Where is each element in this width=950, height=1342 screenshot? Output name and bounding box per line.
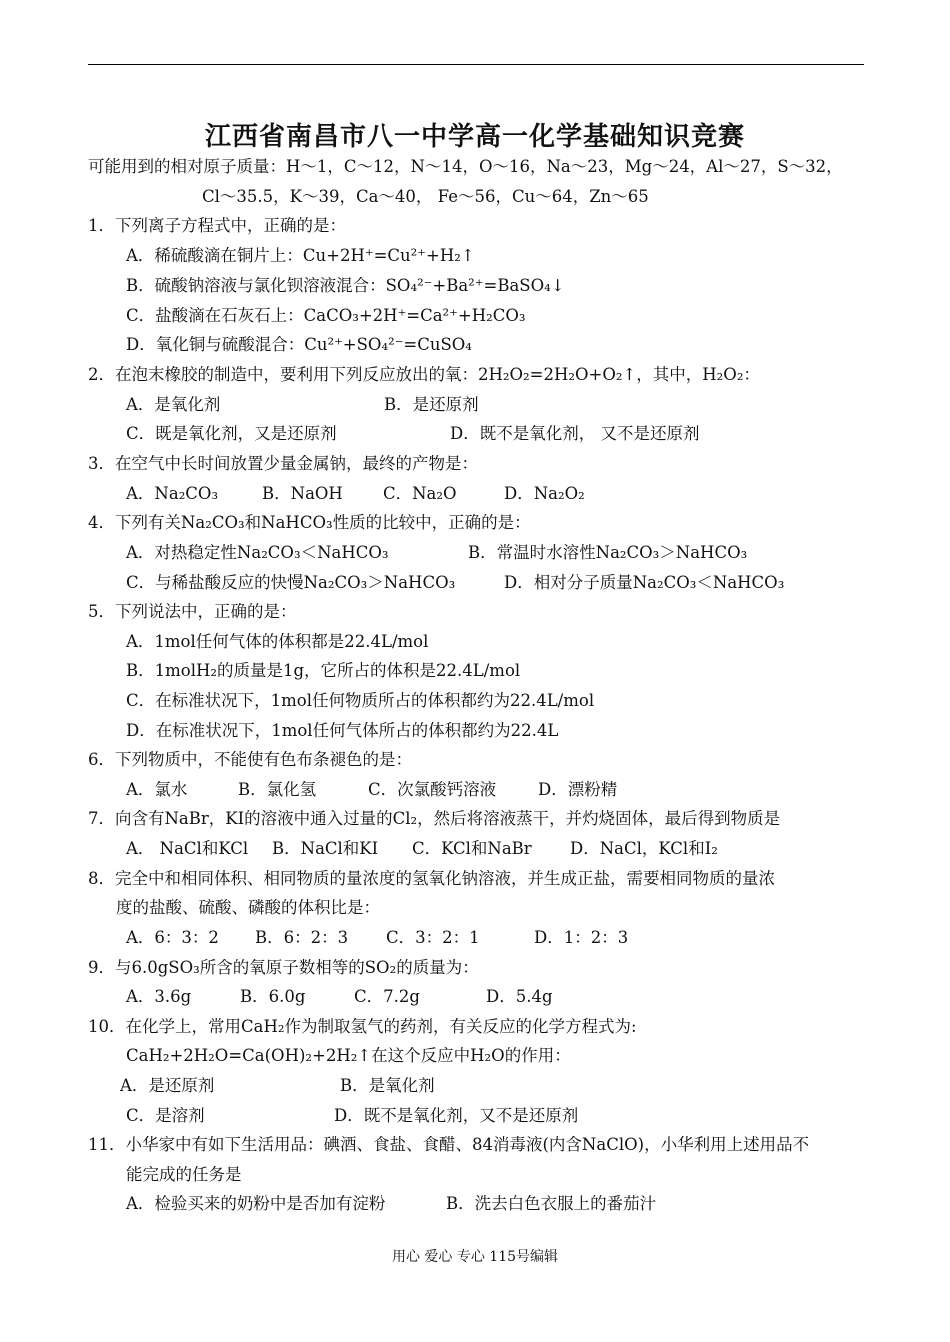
atomic-masses-line-2: Cl～35.5，K～39，Ca～40， Fe～56，Cu～64，Zn～65 xyxy=(202,187,649,206)
q5-option-a: A．1mol任何气体的体积都是22.4L/mol xyxy=(126,632,429,651)
q5-stem: 5．下列说法中，正确的是： xyxy=(88,602,297,621)
q9-stem: 9．与6.0gSO₃所含的氧原子数相等的SO₂的质量为： xyxy=(88,958,479,977)
q2-stem: 2．在泡末橡胶的制造中，要利用下列反应放出的氧：2H₂O₂=2H₂O+O₂↑，其中，H₂O₂： xyxy=(88,365,760,384)
q1-option-b: B．硫酸钠溶液与氯化钡溶液混合：SO₄²⁻+Ba²⁺=BaSO₄↓ xyxy=(126,276,565,295)
q4-option-a: A．对热稳定性Na₂CO₃＜NaHCO₃ xyxy=(126,543,389,562)
q7-stem: 7．向含有NaBr，KI的溶液中通入过量的Cl₂，然后将溶液蒸干，并灼烧固体，最后得到物质是 xyxy=(88,809,781,828)
q10-option-d: D．既不是氧化剂，又不是还原剂 xyxy=(334,1106,579,1125)
page-footer: 用心 爱心 专心 115号编辑 xyxy=(391,1249,559,1265)
q1-option-d: D．氧化铜与硫酸混合：Cu²⁺+SO₄²⁻=CuSO₄ xyxy=(126,335,472,354)
q7-option-d: D．NaCl，KCl和I₂ xyxy=(570,839,718,858)
q1-option-a: A．稀硫酸滴在铜片上：Cu+2H⁺=Cu²⁺+H₂↑ xyxy=(126,246,475,265)
q8-stem-line-2: 度的盐酸、硫酸、磷酸的体积比是： xyxy=(116,898,380,917)
header-rule xyxy=(88,64,864,65)
q6-stem: 6．下列物质中，不能使有色布条褪色的是： xyxy=(88,750,412,769)
q1-stem: 1．下列离子方程式中，正确的是： xyxy=(88,216,346,235)
q4-option-c: C．与稀盐酸反应的快慢Na₂CO₃＞NaHCO₃ xyxy=(126,573,456,592)
q11-option-a: A．检验买来的奶粉中是否加有淀粉 xyxy=(126,1194,386,1213)
q6-option-a: A．氯水 xyxy=(126,780,188,799)
q11-option-b: B．洗去白色衣服上的番茄汁 xyxy=(446,1194,657,1213)
q3-option-d: D．Na₂O₂ xyxy=(504,484,585,503)
q8-option-c: C．3：2：1 xyxy=(386,928,480,947)
q5-option-d: D．在标准状况下，1mol任何气体所占的体积都约为22.4L xyxy=(126,721,559,740)
q8-stem-line-1: 8．完全中和相同体积、相同物质的量浓度的氢氧化钠溶液，并生成正盐，需要相同物质的量浓 xyxy=(88,869,775,888)
atomic-masses-line-1: 可能用到的相对原子质量：H～1，C～12，N～14，O～16，Na～23，Mg～24，Al～27，S～32， xyxy=(88,157,843,176)
q3-option-a: A．Na₂CO₃ xyxy=(126,484,219,503)
q5-option-c: C．在标准状况下，1mol任何物质所占的体积都约为22.4L/mol xyxy=(126,691,595,710)
q2-option-a: A．是氧化剂 xyxy=(126,395,221,414)
q3-stem: 3．在空气中长时间放置少量金属钠，最终的产物是： xyxy=(88,454,478,473)
q11-stem-line-1: 11．小华家中有如下生活用品：碘酒、食盐、食醋、84消毒液(内含NaClO)，小华利用上述用品不 xyxy=(88,1135,810,1154)
q6-option-b: B．氯化氢 xyxy=(238,780,317,799)
q9-option-c: C．7.2g xyxy=(354,987,420,1006)
q4-option-d: D．相对分子质量Na₂CO₃＜NaHCO₃ xyxy=(504,573,785,592)
q8-option-d: D．1：2：3 xyxy=(534,928,629,947)
q9-option-d: D．5.4g xyxy=(486,987,553,1006)
q5-option-b: B．1molH₂的质量是1g，它所占的体积是22.4L/mol xyxy=(126,661,521,680)
q9-option-b: B．6.0g xyxy=(240,987,306,1006)
q8-option-b: B．6：2：3 xyxy=(255,928,349,947)
q9-option-a: A．3.6g xyxy=(126,987,192,1006)
q8-option-a: A．6：3：2 xyxy=(126,928,219,947)
q4-option-b: B．常温时水溶性Na₂CO₃＞NaHCO₃ xyxy=(468,543,748,562)
q2-option-d: D．既不是氧化剂， 又不是还原剂 xyxy=(450,424,700,443)
q3-option-b: B．NaOH xyxy=(262,484,343,503)
q7-option-b: B．NaCl和KI xyxy=(272,839,379,858)
q10-option-b: B．是氧化剂 xyxy=(340,1076,435,1095)
q10-option-a: A．是还原剂 xyxy=(120,1076,215,1095)
q7-option-a: A． NaCl和KCl xyxy=(126,839,249,858)
q4-stem: 4．下列有关Na₂CO₃和NaHCO₃性质的比较中，正确的是： xyxy=(88,513,531,532)
q6-option-d: D．漂粉精 xyxy=(538,780,618,799)
q10-option-c: C．是溶剂 xyxy=(126,1106,205,1125)
q2-option-b: B．是还原剂 xyxy=(384,395,479,414)
page-title: 江西省南昌市八一中学高一化学基础知识竞赛 xyxy=(204,122,745,152)
q2-option-c: C．既是氧化剂，又是还原剂 xyxy=(126,424,337,443)
q6-option-c: C．次氯酸钙溶液 xyxy=(368,780,497,799)
q11-stem-line-2: 能完成的任务是 xyxy=(126,1165,242,1184)
q7-option-c: C．KCl和NaBr xyxy=(412,839,532,858)
q1-option-c: C．盐酸滴在石灰石上：CaCO₃+2H⁺=Ca²⁺+H₂CO₃ xyxy=(126,306,526,325)
q10-stem-line-2: CaH₂+2H₂O=Ca(OH)₂+2H₂↑在这个反应中H₂O的作用： xyxy=(126,1046,571,1065)
q3-option-c: C．Na₂O xyxy=(383,484,457,503)
q10-stem-line-1: 10．在化学上，常用CaH₂作为制取氢气的药剂，有关反应的化学方程式为: xyxy=(88,1017,637,1036)
